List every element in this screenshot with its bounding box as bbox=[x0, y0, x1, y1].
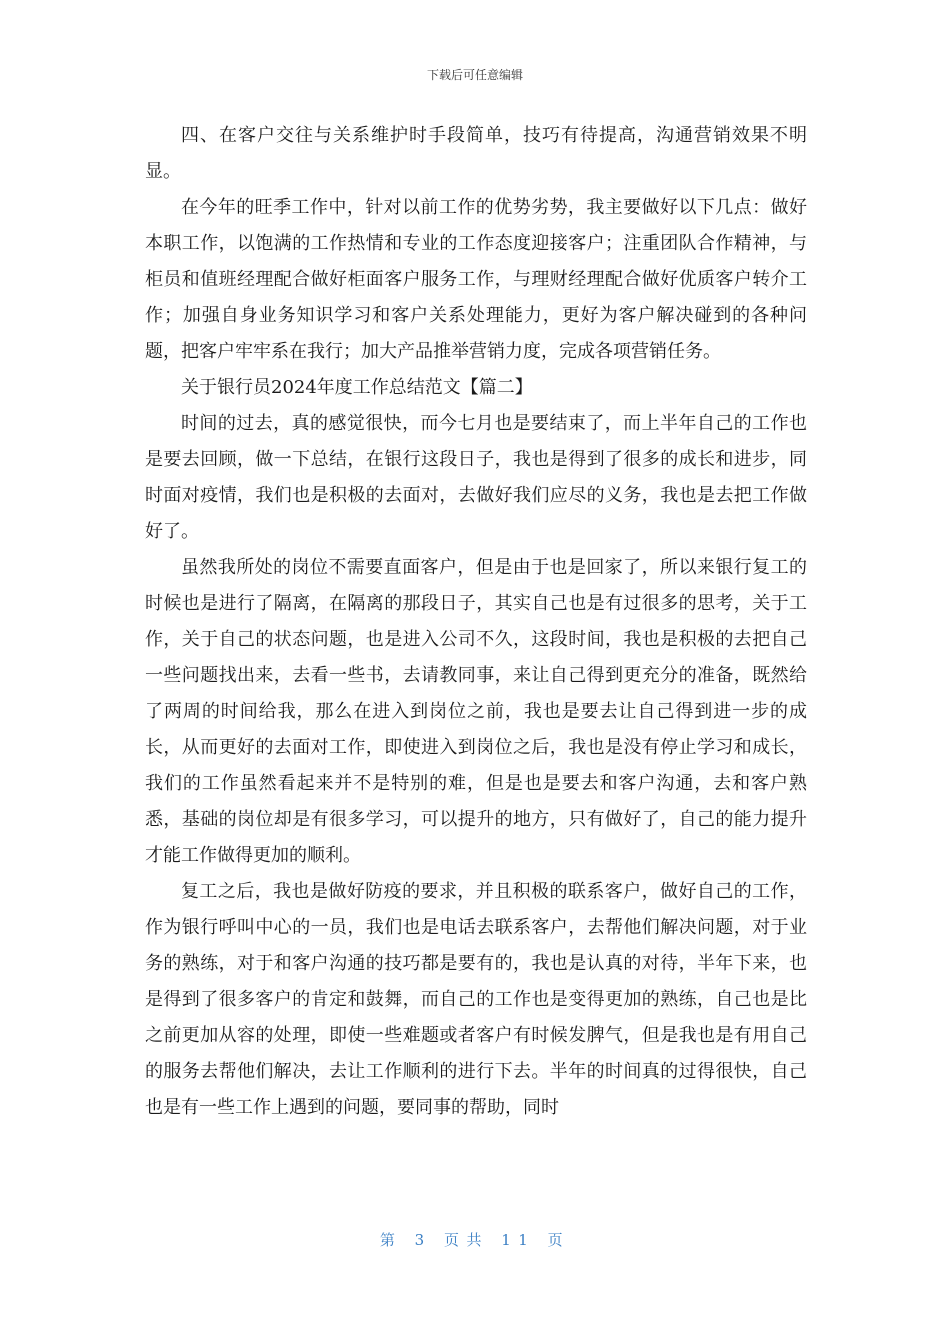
page-header: 下载后可任意编辑 bbox=[426, 68, 523, 82]
document-body bbox=[145, 118, 807, 1126]
paragraph-isolation: 虽然我所处的岗位不需要直面客户，但是由于也是回家了，所以来银行复工的时候也是进行了隔离，在隔离的那段日子，其实自己也是有过很多的思考，关于工作，关于自己的状态问题，也是进入公司不久，这段时间，我也是积极的去把自己一些问题找出来，去看一些书，去请教同事，来让自己得到更充分的准备，既然给了两周的时间给我，那么在进入到岗位之前，我也是要去让自己得到进一步的成长，从而更好的去面对工作，即使进入到岗位之后，我也是没有停止学习和成长，我们的工作虽然看起来并不是特别的难，但是也是要去和客户沟通，去和客户熟悉，基础的岗位却是有很多学习，可以提升的地方，只有做好了，自己的能力提升才能工作做得更加的顺利。 bbox=[145, 557, 807, 866]
page-footer: 第 3 页共 11 页 bbox=[379, 1231, 571, 1249]
paragraph-item-4: 四、在客户交往与关系维护时手段简单，技巧有待提高，沟通营销效果不明显。 bbox=[145, 125, 807, 182]
paragraph-return-to-work: 复工之后，我也是做好防疫的要求，并且积极的联系客户，做好自己的工作，作为银行呼叫中心的一员，我们也是电话去联系客户，去帮他们解决问题，对于业务的熟练，对于和客户沟通的技巧都是要有的，我也是认真的对待，半年下来，也是得到了很多客户的肯定和鼓舞，而自己的工作也是变得更加的熟练，自己也是比之前更加从容的处理，即使一些难题或者客户有时候发脾气，但是我也是有用自己的服务去帮他们解决，去让工作顺利的进行下去。半年的时间真的过得很快，自己也是有一些工作上遇到的问题，要同事的帮助，同时 bbox=[145, 881, 807, 1118]
paragraph-peak-season: 在今年的旺季工作中，针对以前工作的优势劣势，我主要做好以下几点：做好本职工作，以饱满的工作热情和专业的工作态度迎接客户；注重团队合作精神，与柜员和值班经理配合做好柜面客户服务工作，与理财经理配合做好优质客户转介工作；加强自身业务知识学习和客户关系处理能力，更好为客户解决碰到的各种问题，把客户牢牢系在我行；加大产品推举营销力度，完成各项营销任务。 bbox=[145, 197, 807, 362]
section-heading: 关于银行员2024年度工作总结范文【篇二】 bbox=[181, 377, 533, 398]
paragraph-time-review: 时间的过去，真的感觉很快，而今七月也是要结束了，而上半年自己的工作也是要去回顾，做一下总结，在银行这段日子，我也是得到了很多的成长和进步，同时面对疫情，我们也是积极的去面对，去做好我们应尽的义务，我也是去把工作做好了。 bbox=[145, 413, 807, 542]
